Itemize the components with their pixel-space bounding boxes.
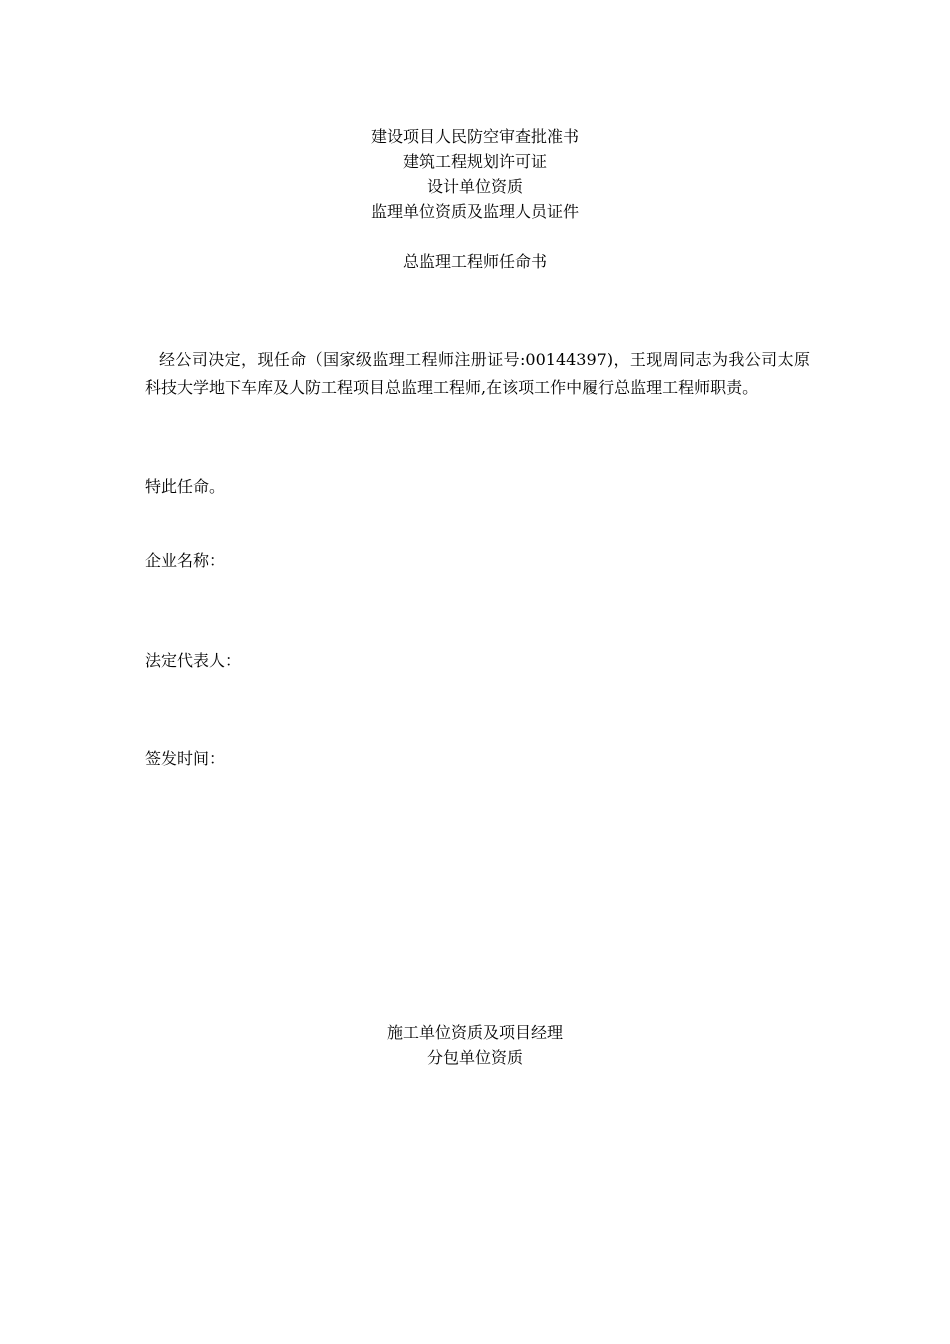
footer-line-2: 分包单位资质: [426, 1048, 523, 1067]
issue-date-label: 签发时间：: [145, 749, 226, 768]
document-title: 总监理工程师任命书: [402, 252, 547, 271]
footer-line-1: 施工单位资质及项目经理: [386, 1023, 563, 1042]
header-line-3: 设计单位资质: [426, 177, 523, 196]
closing-statement: 特此任命。: [145, 477, 226, 496]
appointment-paragraph: 经公司决定，现任命（国家级监理工程师注册证号:00144397)，王现周同志为我公司太原科技大学地下车库及人防工程项目总监理工程师,在该项工作中履行总监理工程师职责。: [145, 350, 810, 397]
header-line-2: 建筑工程规划许可证: [402, 152, 547, 171]
legal-representative-label: 法定代表人：: [145, 651, 242, 670]
company-name-label: 企业名称：: [145, 551, 226, 570]
header-line-4: 监理单位资质及监理人员证件: [370, 202, 579, 221]
header-line-1: 建设项目人民防空审查批准书: [370, 127, 579, 146]
